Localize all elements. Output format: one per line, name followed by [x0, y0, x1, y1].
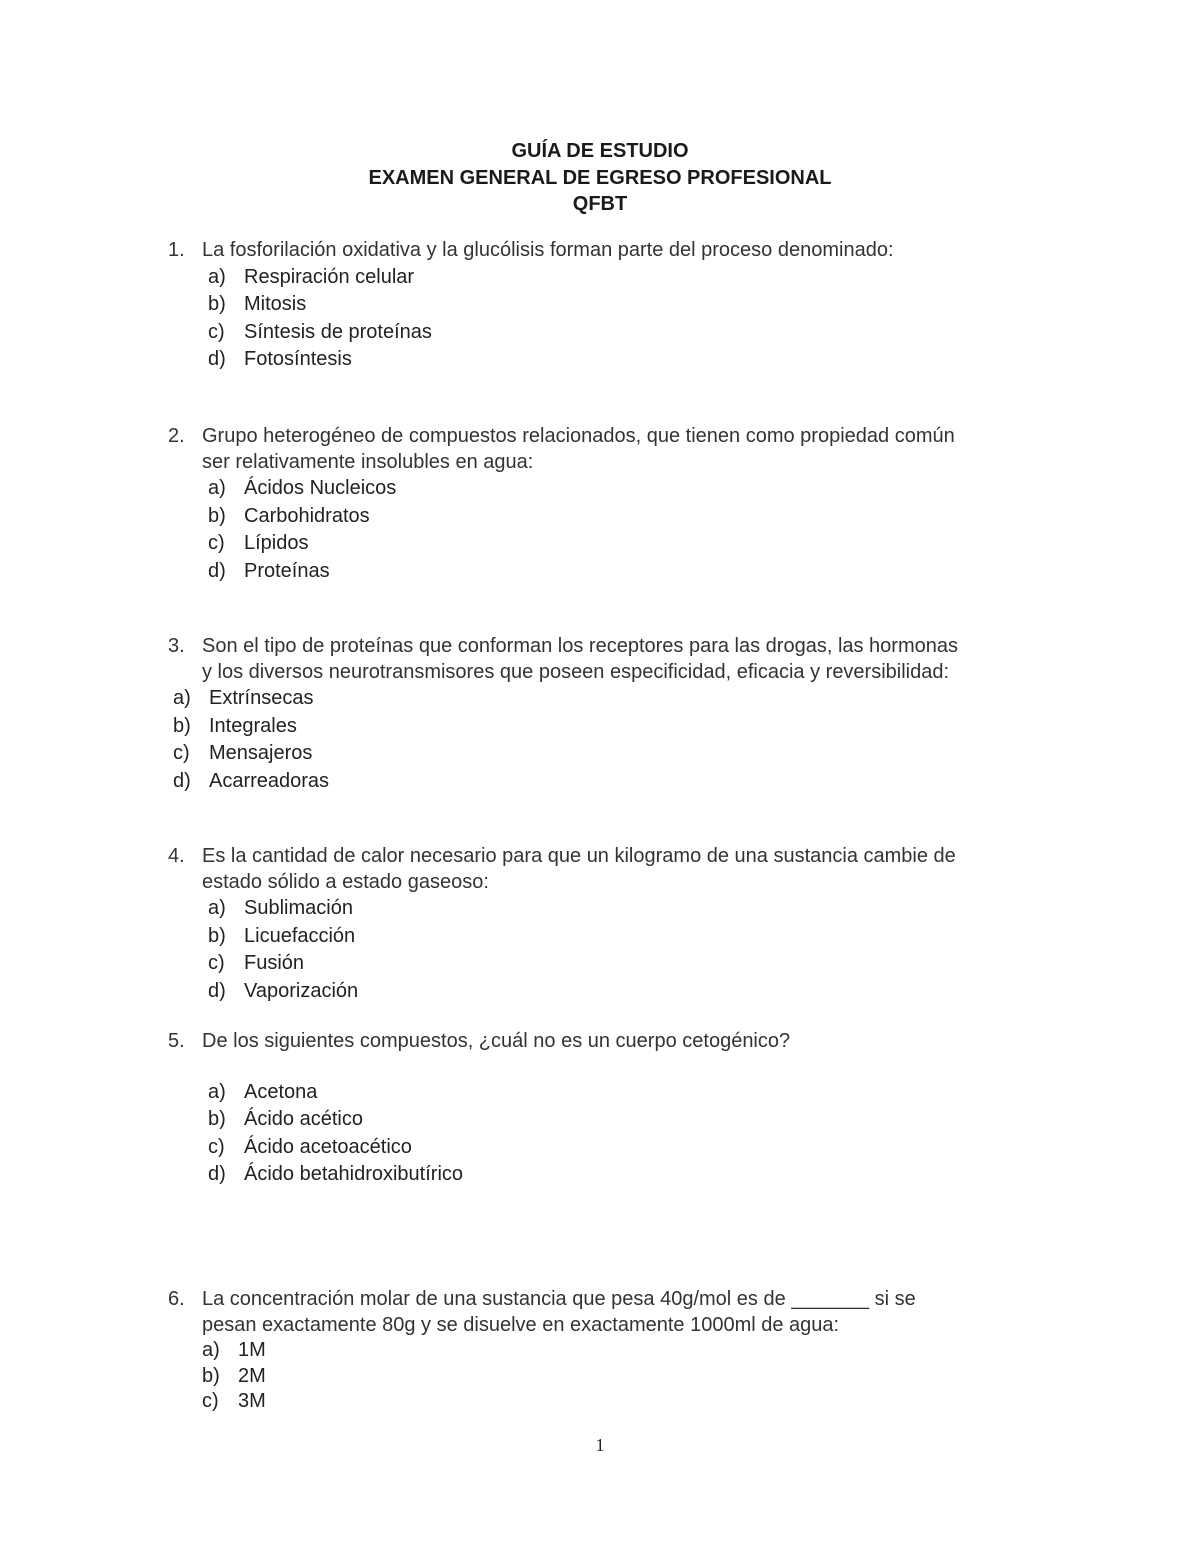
option — [173, 740, 1068, 768]
title-line-2: EXAMEN GENERAL DE EGRESO PROFESIONAL — [368, 166, 832, 189]
option-letter: c) — [208, 952, 225, 974]
option-letter: a) — [173, 687, 191, 709]
option-letter: c) — [208, 1135, 225, 1158]
option-letter: c) — [208, 532, 225, 554]
option-text: Integrales — [209, 714, 297, 737]
option-text: Mitosis — [244, 293, 307, 315]
question-number: 2. — [168, 425, 185, 447]
option — [173, 713, 1068, 741]
option-letter: a) — [208, 897, 226, 919]
option — [208, 558, 1068, 586]
option-letter: c) — [173, 742, 190, 764]
question-number: 1. — [168, 239, 185, 261]
option-text: Fusión — [244, 952, 305, 974]
option — [208, 264, 1068, 292]
option — [208, 346, 1068, 374]
question-stem — [168, 1029, 1068, 1055]
option-text: Extrínsecas — [209, 687, 314, 709]
option-letter: b) — [202, 1364, 220, 1387]
option — [208, 1134, 1068, 1162]
option-text: Ácidos Nucleicos — [244, 477, 397, 499]
document-header — [0, 138, 1200, 218]
page-number: 1 — [595, 1435, 605, 1455]
question-4 — [168, 844, 1068, 1005]
option — [208, 950, 1068, 978]
stem-line: La fosforilación oxidativa y la glucólisis forman parte del proceso denominado: — [202, 239, 894, 261]
question-2 — [168, 424, 1068, 585]
question-number: 6. — [168, 1288, 185, 1310]
option-text: Acetona — [244, 1080, 318, 1103]
option-letter: d) — [173, 769, 191, 792]
option-letter: a) — [208, 265, 226, 288]
option — [208, 978, 1068, 1006]
option-letter: b) — [208, 924, 226, 947]
option-letter: a) — [208, 1080, 226, 1103]
option — [202, 1389, 1068, 1415]
option-text: Lípidos — [244, 532, 309, 554]
option-text: Ácido betahidroxibutírico — [244, 1163, 464, 1185]
option-text: Fotosíntesis — [244, 348, 352, 370]
question-5 — [168, 1029, 1068, 1189]
option — [202, 1338, 1068, 1364]
question-stem — [168, 1287, 1068, 1338]
option-text: Proteínas — [244, 559, 330, 582]
stem-line: Es la cantidad de calor necesario para que un kilogramo de una sustancia cambie de — [202, 845, 956, 867]
option-letter: a) — [208, 477, 226, 499]
option-letter: d) — [208, 348, 226, 370]
option — [208, 503, 1068, 531]
stem-line: Grupo heterogéneo de compuestos relacionados, que tienen como propiedad común — [202, 425, 955, 447]
option-letter: b) — [208, 504, 226, 527]
option-letter: c) — [202, 1390, 219, 1412]
option-letter: b) — [208, 293, 226, 315]
option-text: Ácido acético — [244, 1108, 363, 1130]
option-letter: d) — [208, 979, 226, 1002]
option-letter: d) — [208, 559, 226, 582]
option-text: 1M — [238, 1339, 266, 1361]
stem-line: estado sólido a estado gaseoso: — [202, 870, 489, 893]
option-text: Vaporización — [244, 979, 359, 1002]
stem-line: La concentración molar de una sustancia que pesa 40g/mol es de _______ si se — [202, 1288, 916, 1310]
option — [208, 1079, 1068, 1107]
option-text: Síntesis de proteínas — [244, 320, 432, 343]
option-letter: b) — [173, 714, 191, 737]
option-text: Licuefacción — [244, 924, 356, 947]
question-6 — [168, 1287, 1068, 1415]
question-number: 5. — [168, 1030, 185, 1052]
option — [208, 530, 1068, 558]
question-stem — [168, 238, 1068, 264]
question-number: 4. — [168, 845, 185, 867]
title-line-3: QFBT — [572, 193, 628, 215]
option-text: Respiración celular — [244, 265, 415, 288]
question-3 — [168, 634, 1068, 795]
option-text: Carbohidratos — [244, 504, 370, 527]
option-letter: a) — [202, 1339, 220, 1361]
option — [208, 319, 1068, 347]
option — [208, 1161, 1068, 1189]
option — [202, 1364, 1068, 1390]
option-text: 2M — [238, 1364, 266, 1387]
blank-line — [168, 1055, 1068, 1079]
option — [208, 475, 1068, 503]
stem-line: ser relativamente insolubles en agua: — [202, 450, 534, 473]
option-text: Ácido acetoacético — [244, 1135, 412, 1158]
question-stem — [168, 424, 1068, 475]
option — [208, 923, 1068, 951]
stem-line: y los diversos neurotransmisores que poseen especificidad, eficacia y reversibilidad: — [202, 660, 950, 683]
question-1 — [168, 238, 1068, 374]
question-stem — [168, 634, 1068, 685]
option-letter: d) — [208, 1163, 226, 1185]
question-number: 3. — [168, 635, 185, 657]
option — [173, 685, 1068, 713]
title-line-1: GUÍA DE ESTUDIO — [511, 140, 689, 162]
question-stem — [168, 844, 1068, 895]
option — [208, 895, 1068, 923]
option-text: Mensajeros — [209, 742, 313, 764]
option — [208, 1106, 1068, 1134]
option-letter: b) — [208, 1108, 226, 1130]
option — [173, 768, 1068, 796]
stem-line: Son el tipo de proteínas que conforman los receptores para las drogas, las hormonas — [202, 635, 958, 657]
option — [208, 291, 1068, 319]
option-letter: c) — [208, 320, 225, 343]
stem-line: pesan exactamente 80g y se disuelve en exactamente 1000ml de agua: — [202, 1313, 840, 1336]
stem-line: De los siguientes compuestos, ¿cuál no es un cuerpo cetogénico? — [202, 1030, 791, 1052]
option-text: Acarreadoras — [209, 769, 330, 792]
option-text: Sublimación — [244, 897, 353, 919]
option-text: 3M — [238, 1390, 266, 1412]
